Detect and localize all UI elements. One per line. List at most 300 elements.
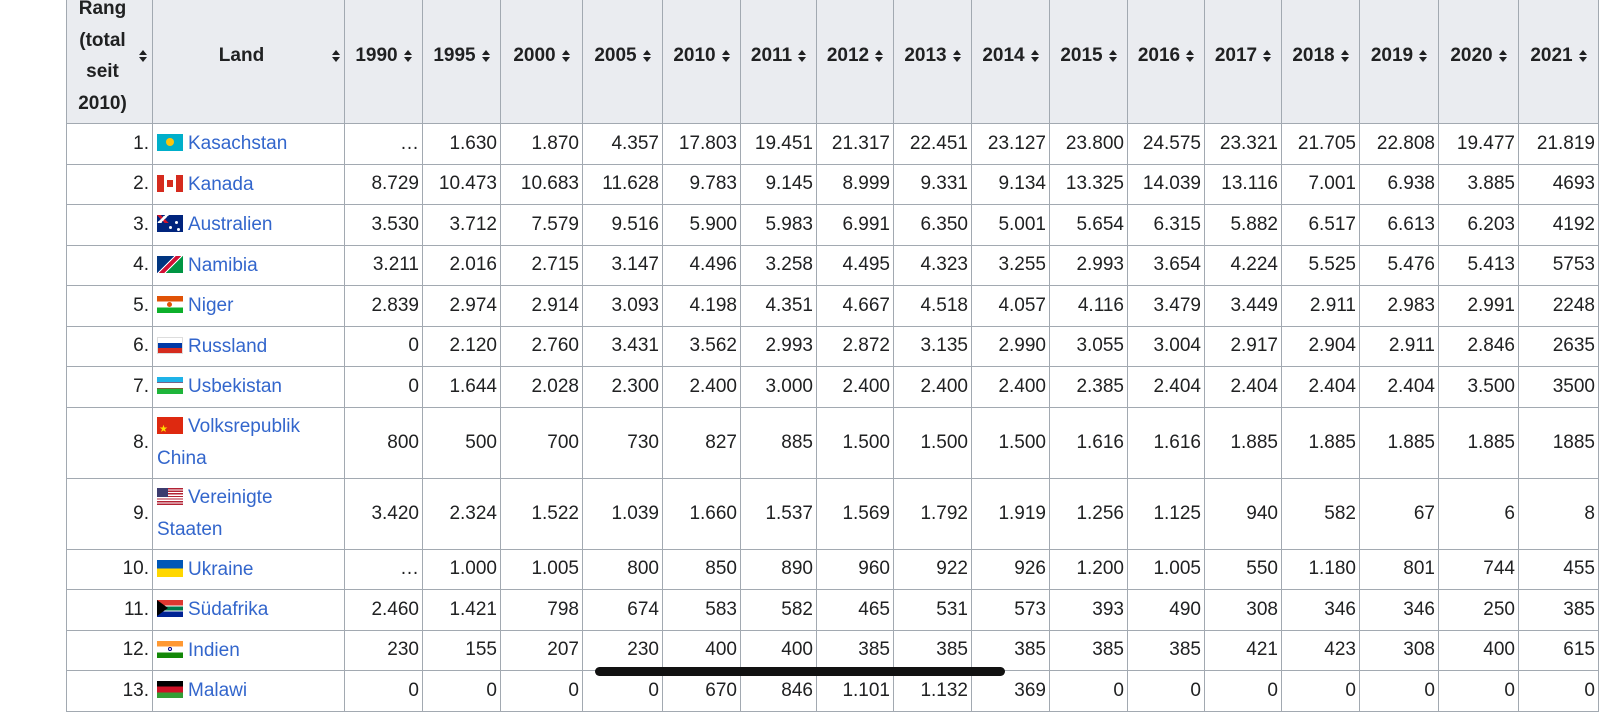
value-cell: 0 <box>501 671 583 712</box>
value-cell: 0 <box>1128 671 1205 712</box>
country-link[interactable]: Niger <box>188 295 234 316</box>
country-link[interactable]: Malawi <box>188 680 248 701</box>
year-header-label: 2019 <box>1370 45 1414 66</box>
value-cell: 1.630 <box>423 124 501 165</box>
country-link[interactable]: Kasachstan <box>188 133 288 154</box>
value-cell: 1.919 <box>972 478 1050 549</box>
land-header-label: Land <box>218 45 265 66</box>
sort-icon[interactable] <box>332 50 340 62</box>
country-cell <box>153 478 345 549</box>
value-cell: 6.350 <box>894 205 972 246</box>
value-cell: 5.525 <box>1282 245 1360 286</box>
rank-cell: 5. <box>67 286 153 327</box>
column-header-year[interactable] <box>423 0 501 124</box>
sort-icon[interactable] <box>1499 50 1507 62</box>
year-header-label: 2011 <box>750 45 793 66</box>
value-cell: 1.180 <box>1282 549 1360 590</box>
sort-icon[interactable] <box>1031 50 1039 62</box>
value-cell: 421 <box>1205 630 1282 671</box>
value-cell: 583 <box>663 590 741 631</box>
value-cell: 8.729 <box>345 164 423 205</box>
table-row <box>67 326 1599 367</box>
country-cell <box>153 245 345 286</box>
table-row <box>67 164 1599 205</box>
value-cell: 385 <box>1519 590 1599 631</box>
flag-icon <box>157 560 183 577</box>
value-cell: 6.203 <box>1439 205 1519 246</box>
column-header-year[interactable] <box>1205 0 1282 124</box>
value-cell: 573 <box>972 590 1050 631</box>
value-cell: 2248 <box>1519 286 1599 327</box>
country-cell <box>153 549 345 590</box>
value-cell: 0 <box>345 367 423 408</box>
year-header-label: 2017 <box>1214 45 1258 66</box>
value-cell: 2.400 <box>663 367 741 408</box>
flag-icon <box>157 337 183 354</box>
column-header-year[interactable] <box>663 0 741 124</box>
value-cell: 5.900 <box>663 205 741 246</box>
column-header-year[interactable] <box>1050 0 1128 124</box>
value-cell: 10.683 <box>501 164 583 205</box>
value-cell: 890 <box>741 549 817 590</box>
value-cell: 4.198 <box>663 286 741 327</box>
value-cell: 250 <box>1439 590 1519 631</box>
value-cell: 400 <box>663 630 741 671</box>
value-cell: 8 <box>1519 478 1599 549</box>
value-cell: 4693 <box>1519 164 1599 205</box>
value-cell: 2.324 <box>423 478 501 549</box>
value-cell: 19.451 <box>741 124 817 165</box>
value-cell: 1.522 <box>501 478 583 549</box>
table-body <box>67 124 1599 712</box>
sort-icon[interactable] <box>139 50 147 62</box>
column-header-year[interactable] <box>972 0 1050 124</box>
value-cell: 2.300 <box>583 367 663 408</box>
sort-icon[interactable] <box>562 50 570 62</box>
table-row <box>67 205 1599 246</box>
table-row <box>67 124 1599 165</box>
value-cell: 2.385 <box>1050 367 1128 408</box>
column-header-year[interactable] <box>741 0 817 124</box>
rank-header-line: seit <box>86 61 119 82</box>
year-header-label: 1995 <box>433 45 476 66</box>
sort-icon[interactable] <box>875 50 883 62</box>
value-cell: 3.431 <box>583 326 663 367</box>
value-cell: 0 <box>583 671 663 712</box>
year-header-label: 2020 <box>1450 45 1493 66</box>
value-cell: 2635 <box>1519 326 1599 367</box>
value-cell: 2.917 <box>1205 326 1282 367</box>
value-cell: 4.224 <box>1205 245 1282 286</box>
value-cell: 5.413 <box>1439 245 1519 286</box>
value-cell: 1.885 <box>1282 407 1360 478</box>
value-cell: 3.147 <box>583 245 663 286</box>
value-cell: 5.001 <box>972 205 1050 246</box>
value-cell: 1.870 <box>501 124 583 165</box>
value-cell: 3.093 <box>583 286 663 327</box>
country-link[interactable]: Ukraine <box>188 558 254 580</box>
value-cell: 10.473 <box>423 164 501 205</box>
value-cell: 730 <box>583 407 663 478</box>
value-cell: 17.803 <box>663 124 741 165</box>
sort-icon[interactable] <box>404 50 412 62</box>
rank-cell: 3. <box>67 205 153 246</box>
value-cell: 798 <box>501 590 583 631</box>
value-cell: 13.325 <box>1050 164 1128 205</box>
value-cell: 1.537 <box>741 478 817 549</box>
value-cell: 1.125 <box>1128 478 1205 549</box>
value-cell: 4.518 <box>894 286 972 327</box>
column-header-year[interactable] <box>1439 0 1519 124</box>
value-cell: 2.872 <box>817 326 894 367</box>
value-cell: 13.116 <box>1205 164 1282 205</box>
value-cell: 4.351 <box>741 286 817 327</box>
value-cell: 940 <box>1205 478 1282 549</box>
value-cell: 385 <box>972 630 1050 671</box>
value-cell: 22.451 <box>894 124 972 165</box>
value-cell: 23.800 <box>1050 124 1128 165</box>
year-header-label: 2021 <box>1530 45 1573 66</box>
value-cell: 385 <box>1128 630 1205 671</box>
rank-cell: 1. <box>67 124 153 165</box>
value-cell: 230 <box>345 630 423 671</box>
rank-cell: 8. <box>67 407 153 478</box>
year-header-label: 2010 <box>673 45 716 66</box>
value-cell: 385 <box>1050 630 1128 671</box>
value-cell: 3.055 <box>1050 326 1128 367</box>
value-cell: 23.321 <box>1205 124 1282 165</box>
value-cell: 531 <box>894 590 972 631</box>
value-cell: 885 <box>741 407 817 478</box>
value-cell: 3.255 <box>972 245 1050 286</box>
column-header-year[interactable] <box>501 0 583 124</box>
value-cell: 700 <box>501 407 583 478</box>
horizontal-scroll-indicator[interactable] <box>595 667 1005 676</box>
flag-icon <box>157 417 183 434</box>
table-row <box>67 286 1599 327</box>
value-cell: 1.005 <box>1128 549 1205 590</box>
country-link[interactable]: Vereinigte Staaten <box>157 487 273 540</box>
value-cell: 670 <box>663 671 741 712</box>
value-cell: 9.134 <box>972 164 1050 205</box>
value-cell: 582 <box>741 590 817 631</box>
value-cell: 500 <box>423 407 501 478</box>
flag-icon <box>157 641 183 658</box>
value-cell: 846 <box>741 671 817 712</box>
value-cell: 0 <box>1282 671 1360 712</box>
value-cell: 5.654 <box>1050 205 1128 246</box>
value-cell: 1.005 <box>501 549 583 590</box>
flag-icon <box>157 296 183 313</box>
column-header-year[interactable] <box>1128 0 1205 124</box>
country-cell <box>153 367 345 408</box>
value-cell: 615 <box>1519 630 1599 671</box>
value-cell: 2.460 <box>345 590 423 631</box>
value-cell: 8.999 <box>817 164 894 205</box>
value-cell: 23.127 <box>972 124 1050 165</box>
value-cell: 6.315 <box>1128 205 1205 246</box>
value-cell: 230 <box>583 630 663 671</box>
value-cell: 2.016 <box>423 245 501 286</box>
value-cell: 308 <box>1205 590 1282 631</box>
year-header-label: 2005 <box>594 45 637 66</box>
value-cell: 4192 <box>1519 205 1599 246</box>
rank-cell: 10. <box>67 549 153 590</box>
value-cell: 0 <box>1439 671 1519 712</box>
value-cell: 21.317 <box>817 124 894 165</box>
value-cell: 801 <box>1360 549 1439 590</box>
value-cell: 393 <box>1050 590 1128 631</box>
value-cell: 346 <box>1360 590 1439 631</box>
column-header-year[interactable] <box>894 0 972 124</box>
value-cell: 2.404 <box>1282 367 1360 408</box>
country-link[interactable]: Russland <box>188 335 268 357</box>
value-cell: 423 <box>1282 630 1360 671</box>
value-cell: 385 <box>894 630 972 671</box>
flag-icon <box>157 681 183 698</box>
country-link[interactable]: Südafrika <box>188 599 269 620</box>
value-cell: 800 <box>583 549 663 590</box>
value-cell: 2.028 <box>501 367 583 408</box>
rank-cell: 7. <box>67 367 153 408</box>
value-cell: 6.938 <box>1360 164 1439 205</box>
value-cell: 2.404 <box>1360 367 1439 408</box>
value-cell: 1.421 <box>423 590 501 631</box>
country-link[interactable]: Kanada <box>188 173 254 195</box>
value-cell: 2.400 <box>817 367 894 408</box>
value-cell: 1.885 <box>1205 407 1282 478</box>
value-cell: 21.705 <box>1282 124 1360 165</box>
value-cell: 1.039 <box>583 478 663 549</box>
column-header-land[interactable] <box>153 0 345 124</box>
value-cell: 582 <box>1282 478 1360 549</box>
value-cell: 9.783 <box>663 164 741 205</box>
country-cell <box>153 326 345 367</box>
value-cell: 7.001 <box>1282 164 1360 205</box>
flag-icon <box>157 600 183 617</box>
year-header-label: 2018 <box>1292 45 1335 66</box>
value-cell: 400 <box>1439 630 1519 671</box>
value-cell: 7.579 <box>501 205 583 246</box>
value-cell: 0 <box>345 326 423 367</box>
sort-icon[interactable] <box>643 50 651 62</box>
flag-icon <box>157 377 183 394</box>
value-cell: 0 <box>1519 671 1599 712</box>
value-cell: 465 <box>817 590 894 631</box>
value-cell: 19.477 <box>1439 124 1519 165</box>
value-cell: 11.628 <box>583 164 663 205</box>
value-cell: 4.057 <box>972 286 1050 327</box>
rank-header-line: 2010) <box>78 92 127 114</box>
value-cell: 4.357 <box>583 124 663 165</box>
value-cell: 24.575 <box>1128 124 1205 165</box>
rank-cell: 6. <box>67 326 153 367</box>
sort-icon[interactable] <box>1419 50 1427 62</box>
rank-header-line: Rang <box>78 0 127 19</box>
table-container <box>66 0 1599 712</box>
column-header-year[interactable] <box>345 0 423 124</box>
sort-icon[interactable] <box>1341 50 1349 62</box>
sort-icon[interactable] <box>953 50 961 62</box>
value-cell: 6.517 <box>1282 205 1360 246</box>
country-cell <box>153 164 345 205</box>
value-cell: 2.983 <box>1360 286 1439 327</box>
value-cell: 308 <box>1360 630 1439 671</box>
country-link[interactable]: Namibia <box>188 254 258 276</box>
year-header-label: 2014 <box>982 45 1025 66</box>
value-cell: 1.200 <box>1050 549 1128 590</box>
value-cell: 6.991 <box>817 205 894 246</box>
value-cell: 207 <box>501 630 583 671</box>
value-cell: 4.116 <box>1050 286 1128 327</box>
value-cell: 827 <box>663 407 741 478</box>
value-cell: 1.000 <box>423 549 501 590</box>
value-cell: 3.000 <box>741 367 817 408</box>
column-header-year[interactable] <box>1282 0 1360 124</box>
value-cell: 9.516 <box>583 205 663 246</box>
rank-cell: 11. <box>67 590 153 631</box>
value-cell: 2.760 <box>501 326 583 367</box>
value-cell: 3.258 <box>741 245 817 286</box>
value-cell: 400 <box>741 630 817 671</box>
value-cell: 2.914 <box>501 286 583 327</box>
value-cell: 6.613 <box>1360 205 1439 246</box>
value-cell: 2.993 <box>741 326 817 367</box>
flag-icon <box>157 488 183 505</box>
value-cell: 1.660 <box>663 478 741 549</box>
value-cell: 744 <box>1439 549 1519 590</box>
country-cell <box>153 630 345 671</box>
value-cell: 4.496 <box>663 245 741 286</box>
column-header-year[interactable] <box>817 0 894 124</box>
value-cell: 3.530 <box>345 205 423 246</box>
value-cell: 0 <box>1360 671 1439 712</box>
value-cell: 2.120 <box>423 326 501 367</box>
value-cell: 3.211 <box>345 245 423 286</box>
value-cell: 3.135 <box>894 326 972 367</box>
value-cell: 674 <box>583 590 663 631</box>
value-cell: 3.562 <box>663 326 741 367</box>
country-link[interactable]: Volksrepublik China <box>157 416 300 469</box>
country-link[interactable]: Usbekistan <box>188 376 282 397</box>
value-cell: 1.500 <box>972 407 1050 478</box>
value-cell: 3.449 <box>1205 286 1282 327</box>
value-cell: 1.885 <box>1360 407 1439 478</box>
sort-icon[interactable] <box>722 50 730 62</box>
rank-cell: 12. <box>67 630 153 671</box>
table-row <box>67 549 1599 590</box>
value-cell: 850 <box>663 549 741 590</box>
value-cell: 2.404 <box>1128 367 1205 408</box>
value-cell: 3500 <box>1519 367 1599 408</box>
value-cell: 2.991 <box>1439 286 1519 327</box>
year-header-label: 2013 <box>904 45 947 66</box>
column-header-rank[interactable] <box>67 0 153 124</box>
value-cell: … <box>345 124 423 165</box>
value-cell: 926 <box>972 549 1050 590</box>
value-cell: 0 <box>345 671 423 712</box>
value-cell: 800 <box>345 407 423 478</box>
value-cell: 1.569 <box>817 478 894 549</box>
value-cell: 1885 <box>1519 407 1599 478</box>
sort-icon[interactable] <box>1263 50 1271 62</box>
value-cell: 2.911 <box>1282 286 1360 327</box>
value-cell: 922 <box>894 549 972 590</box>
sort-icon[interactable] <box>798 50 806 62</box>
sort-icon[interactable] <box>482 50 490 62</box>
value-cell: 3.420 <box>345 478 423 549</box>
rank-cell: 9. <box>67 478 153 549</box>
value-cell: 5.476 <box>1360 245 1439 286</box>
value-cell: 2.404 <box>1205 367 1282 408</box>
table-row <box>67 630 1599 671</box>
column-header-year[interactable] <box>583 0 663 124</box>
value-cell: 455 <box>1519 549 1599 590</box>
value-cell: 346 <box>1282 590 1360 631</box>
sort-icon[interactable] <box>1109 50 1117 62</box>
value-cell: 6 <box>1439 478 1519 549</box>
value-cell: 1.792 <box>894 478 972 549</box>
value-cell: 1.644 <box>423 367 501 408</box>
rank-cell: 4. <box>67 245 153 286</box>
year-header-label: 2000 <box>513 45 556 66</box>
header-row <box>67 0 1599 124</box>
table-row <box>67 245 1599 286</box>
value-cell: 5753 <box>1519 245 1599 286</box>
value-cell: 9.331 <box>894 164 972 205</box>
value-cell: 3.885 <box>1439 164 1519 205</box>
value-cell: 9.145 <box>741 164 817 205</box>
value-cell: 369 <box>972 671 1050 712</box>
flag-icon <box>157 175 183 192</box>
column-header-year[interactable] <box>1519 0 1599 124</box>
value-cell: 1.500 <box>894 407 972 478</box>
value-cell: 22.808 <box>1360 124 1439 165</box>
value-cell: 550 <box>1205 549 1282 590</box>
value-cell: 2.974 <box>423 286 501 327</box>
value-cell: 1.616 <box>1128 407 1205 478</box>
value-cell: 3.500 <box>1439 367 1519 408</box>
value-cell: 3.654 <box>1128 245 1205 286</box>
sort-icon[interactable] <box>1579 50 1587 62</box>
table-row <box>67 367 1599 408</box>
value-cell: 2.400 <box>972 367 1050 408</box>
value-cell: 155 <box>423 630 501 671</box>
country-cell <box>153 286 345 327</box>
value-cell: 21.819 <box>1519 124 1599 165</box>
country-link[interactable]: Indien <box>188 639 240 661</box>
value-cell: 1.500 <box>817 407 894 478</box>
year-header-label: 2016 <box>1137 45 1181 66</box>
value-cell: 1.885 <box>1439 407 1519 478</box>
column-header-year[interactable] <box>1360 0 1439 124</box>
country-link[interactable]: Australien <box>188 214 273 235</box>
value-cell: 960 <box>817 549 894 590</box>
value-cell: 1.616 <box>1050 407 1128 478</box>
value-cell: 0 <box>1205 671 1282 712</box>
sort-icon[interactable] <box>1186 50 1194 62</box>
value-cell: 1.256 <box>1050 478 1128 549</box>
value-cell: 4.495 <box>817 245 894 286</box>
table-row <box>67 407 1599 478</box>
value-cell: … <box>345 549 423 590</box>
value-cell: 4.323 <box>894 245 972 286</box>
value-cell: 2.846 <box>1439 326 1519 367</box>
value-cell: 2.911 <box>1360 326 1439 367</box>
value-cell: 1.101 <box>817 671 894 712</box>
value-cell: 490 <box>1128 590 1205 631</box>
flag-icon <box>157 134 183 151</box>
